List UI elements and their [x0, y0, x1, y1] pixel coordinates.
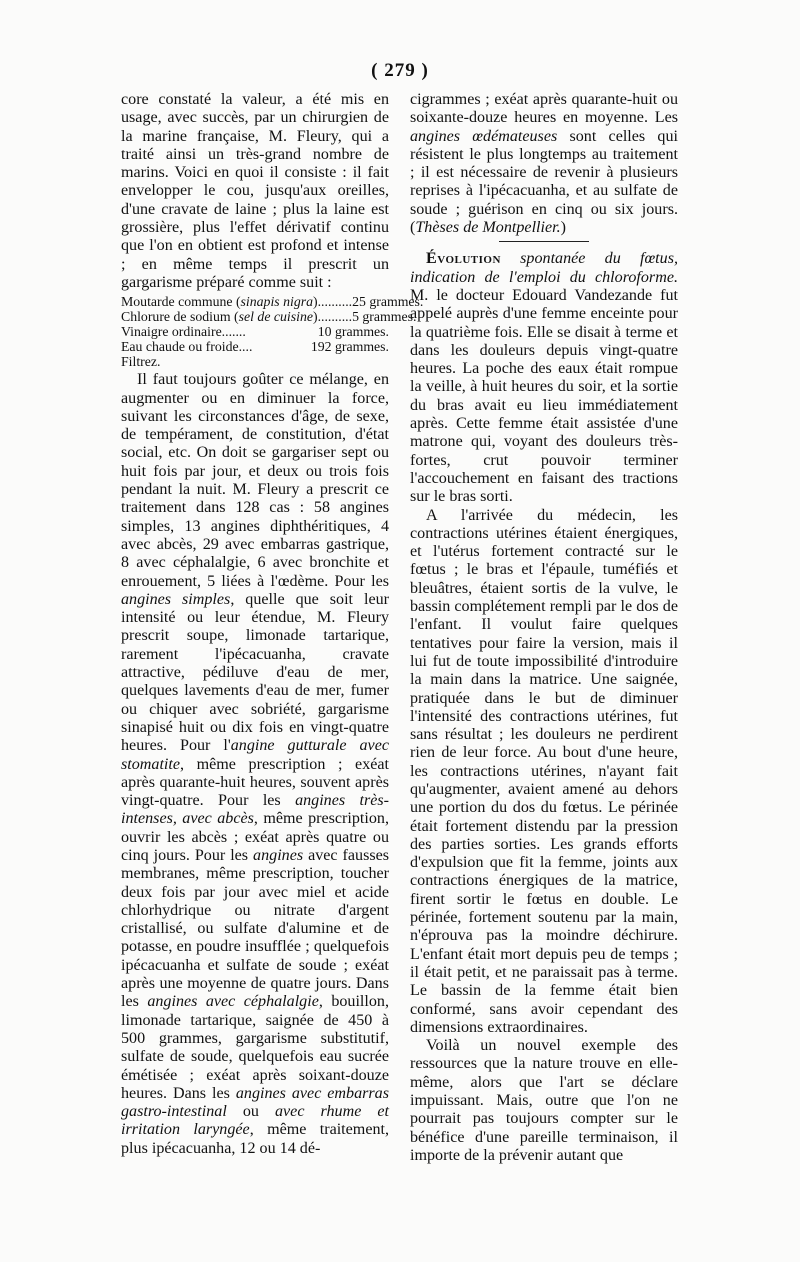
ingredient-name: Moutarde commune ( [121, 294, 241, 310]
left-paragraph-1: core constaté la valeur, a été mis en usage, avec succès, par un chirurgien de la marine française, M. Fleury, qui a traité ainsi un très-grand nombre de marins. Voici en quoi il consiste : il fait envelopper le cou, jusqu'aux oreilles, d'une cravate de laine ; plus la laine est grossière, plus l'effet dérivatif continu que l'on en obtient est profond et intense ; en même temps il prescrit un gargarisme préparé comme suit : [121, 91, 389, 291]
section-heading-and-paragraph: Évolution spontanée du fœtus, indication de l'emploi du chloroforme. M. le docteur Edouard Vandezande fut appelé auprès d'une femme enceinte pour la quatrième fois. Elle se disait à terme et dans les douleurs depuis vingt-quatre heures. La poche des eaux était rompue la veille, à huit heures du soir, et la sortie du bras avait eu lieu immédiatement après. Cette femme était assistée d'une matrone qui, voyant des douleurs très-fortes, crut pouvoir terminer l'accouchement en faisant des tractions sur le bras sorti. [410, 250, 678, 506]
recipe-instruction: Filtrez. [121, 354, 161, 370]
ingredient-latin: sinapis nigra [240, 294, 313, 310]
gargle-recipe [121, 294, 424, 370]
ingredient-name: Vinaigre ordinaire....... [121, 324, 246, 340]
right-paragraph-3: A l'arrivée du médecin, les contractions utérines étaient énergiques, et l'utérus fortement contracté sur le fœtus ; le bras et l'épaule, tuméfiés et bleuâtres, étaient sortis de la vulve, le bassin complétement rempli par le dos de l'enfant. Il voulut faire quelques tentatives pour faire la version, mais il lui fut de toute impossibilité d'introduire la main dans la matrice. Une saignée, pratiquée dans le but de diminuer l'intensité des contractions utérines, fut sans résultat ; les douleurs ne perdirent rien de leur force. Au bout d'une heure, les contractions utérines, n'ayant fait qu'augmenter, avaient amené au dehors une portion du dos du fœtus. Le périnée était fortement distendu par la pression des parties sorties. Les grands efforts d'expulsion que fit la femme, joints aux contractions énergiques de la matrice, firent sortir le fœtus en double. Le périnée, fortement soutenu par la main, n'éprouva pas la moindre déchirure. L'enfant était mort depuis peu de temps ; il était petit, et ne paraissait pas à terme. Le bassin de la femme était bien conformé, sans avoir cependant des dimensions extraordinaires. [410, 506, 678, 1036]
ingredient-quantity: 10 grammes. [317, 324, 389, 340]
recipe-row [121, 309, 417, 325]
section-divider [499, 241, 589, 242]
recipe-row [121, 294, 424, 310]
ingredient-name: Eau chaude ou froide.... [121, 339, 253, 355]
ingredient-quantity: 5 grammes. [352, 309, 417, 325]
leader-dots: ).......... [313, 294, 353, 310]
right-column [410, 91, 678, 1165]
ingredient-name: Chlorure de sodium ( [121, 309, 239, 325]
recipe-row [121, 324, 389, 339]
leader-dots: ).......... [312, 309, 353, 325]
section-heading-italic: spontanée du fœtus, indication de l'emploi du chloroforme. [410, 250, 678, 286]
left-paragraph-2: Il faut toujours goûter ce mélange, en augmenter ou en diminuer la force, suivant les circonstances d'âge, de sexe, de tempérament, de constitution, d'état social, etc. On doit se gargariser sept ou huit fois par jour, et deux ou trois fois pendant la nuit. M. Fleury a prescrit ce traitement dans 128 cas : 58 angines simples, 13 angines diphthéritiques, 4 avec abcès, 29 avec embarras gastrique, 8 avec céphalalgie, 6 avec bronchite et enrouement, 5 liées à l'œdème. Pour les angines simples, quelle que soit leur intensité ou leur étendue, M. Fleury prescrit soupe, limonade tartarique, rarement l'ipécacuanha, cravate attractive, pédiluve d'eau de mer, quelques lavements d'eau de mer, fumer ou chiquer avec sobriété, gargarisme sinapisé huit ou dix fois en vingt-quatre heures. Pour l'angine gutturale avec stomatite, même prescription ; exéat après quarante-huit heures, souvent après vingt-quatre. Pour les angines très-intenses, avec abcès, même prescription, ouvrir les abcès ; exéat après quatre ou cinq jours. Pour les angines avec fausses membranes, même prescription, toucher deux fois par jour avec miel et acide chlorhydrique ou nitrate d'argent cristallisé, ou sulfate d'alumine et de potasse, en poudre insufflée ; quelquefois ipécacuanha et sulfate de soude ; exéat après une moyenne de quatre jours. Dans les angines avec céphalalgie, bouillon, limonade tartarique, saignée de 450 à 500 grammes, gargarisme substitutif, sulfate de soude, quelquefois eau sucrée émétisée ; exéat après soixant-douze heures. Dans les angines avec embarras gastro-intestinal ou avec rhume et irritation laryngée, même traitement, plus ipécacuanha, 12 ou 14 dé- [121, 371, 390, 1157]
ingredient-common: sel de cuisine [238, 309, 313, 325]
right-paragraph-1: cigrammes ; exéat après quarante-huit ou soixante-douze heures en moyenne. Les angines œdémateuses sont celles qui résistent le plus longtemps au traitement ; il est nécessaire de revenir à plusieurs reprises à l'ipécacuanha, et au sulfate de soude ; guérison en cinq ou six jours. (Thèses de Montpellier.) [410, 91, 678, 237]
page-number: ( 279 ) [371, 60, 429, 81]
recipe-row [121, 339, 389, 354]
right-paragraph-4: Voilà un nouvel exemple des ressources que la nature trouve en elle-même, alors que l'art se déclare impuissant. Mais, outre que l'on ne pourrait pas toujours compter sur le bénéfice d'une pareille terminaison, il importe de la prévenir autant que [410, 1037, 678, 1164]
left-column [121, 91, 424, 1158]
ingredient-quantity: 192 grammes. [310, 339, 389, 355]
ingredient-quantity: 25 grammes. [352, 294, 424, 310]
section-heading: Évolution [426, 250, 501, 268]
